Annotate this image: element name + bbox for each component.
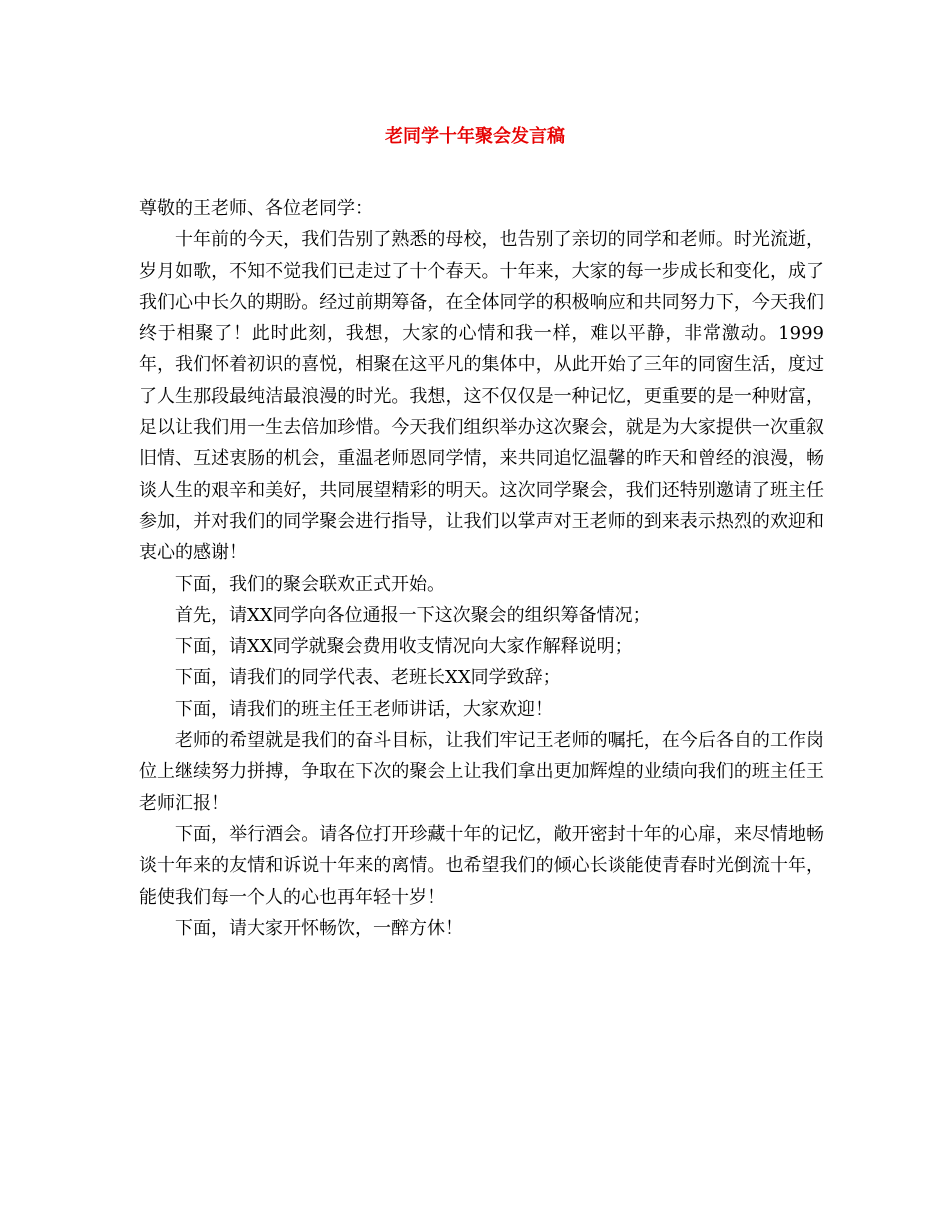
paragraph-teacher-speech: 下面，请我们的班主任王老师讲话，大家欢迎！ (175, 698, 553, 720)
paragraph-banquet: 下面，举行酒会。请各位打开珍藏十年的记忆，敞开密封十年的心扉，来尽情地畅谈十年来的友情和诉说十年来的离情。也希望我们的倾心长谈能使青春时光倒流十年，能使我们每一个人的心也再年轻十岁！ (139, 823, 824, 908)
paragraph-hopes: 老师的希望就是我们的奋斗目标，让我们牢记王老师的嘱托，在今后各自的工作岗位上继续努力拼搏，争取在下次的聚会上让我们拿出更加辉煌的业绩向我们的班主任王老师汇报！ (139, 730, 824, 814)
document-body (139, 193, 824, 944)
paragraph-closing: 下面，请大家开怀畅饮，一醉方休！ (175, 917, 463, 939)
document-title: 老同学十年聚会发言稿 (385, 126, 565, 147)
paragraph-monitor-speech: 下面，请我们的同学代表、老班长XX同学致辞； (175, 667, 561, 689)
paragraph-expenses: 下面，请XX同学就聚会费用收支情况向大家作解释说明； (175, 636, 633, 658)
paragraph-start: 下面，我们的聚会联欢正式开始。 (175, 573, 445, 595)
paragraph-opening: 十年前的今天，我们告别了熟悉的母校，也告别了亲切的同学和老师。时光流逝，岁月如歌，不知不觉我们已走过了十个春天。十年来，大家的每一步成长和变化，成了我们心中长久的期盼。经过前期筹备，在全体同学的积极响应和共同努力下，今天我们终于相聚了！此时此刻，我想，大家的心情和我一样，难以平静，非常激动。1999年，我们怀着初识的喜悦，相聚在这平凡的集体中，从此开始了三年的同窗生活，度过了人生那段最纯洁最浪漫的时光。我想，这不仅仅是一种记忆，更重要的是一种财富，足以让我们用一生去倍加珍惜。今天我们组织举办这次聚会，就是为大家提供一次重叙旧情、互述衷肠的机会，重温老师恩同学情，来共同追忆温馨的昨天和曾经的浪漫，畅谈人生的艰辛和美好，共同展望精彩的明天。这次同学聚会，我们还特别邀请了班主任参加，并对我们的同学聚会进行指导，让我们以掌声对王老师的到来表示热烈的欢迎和衷心的感谢！ (139, 229, 824, 564)
salutation: 尊敬的王老师、各位老同学： (139, 198, 373, 219)
paragraph-report: 首先，请XX同学向各位通报一下这次聚会的组织筹备情况； (175, 604, 651, 626)
